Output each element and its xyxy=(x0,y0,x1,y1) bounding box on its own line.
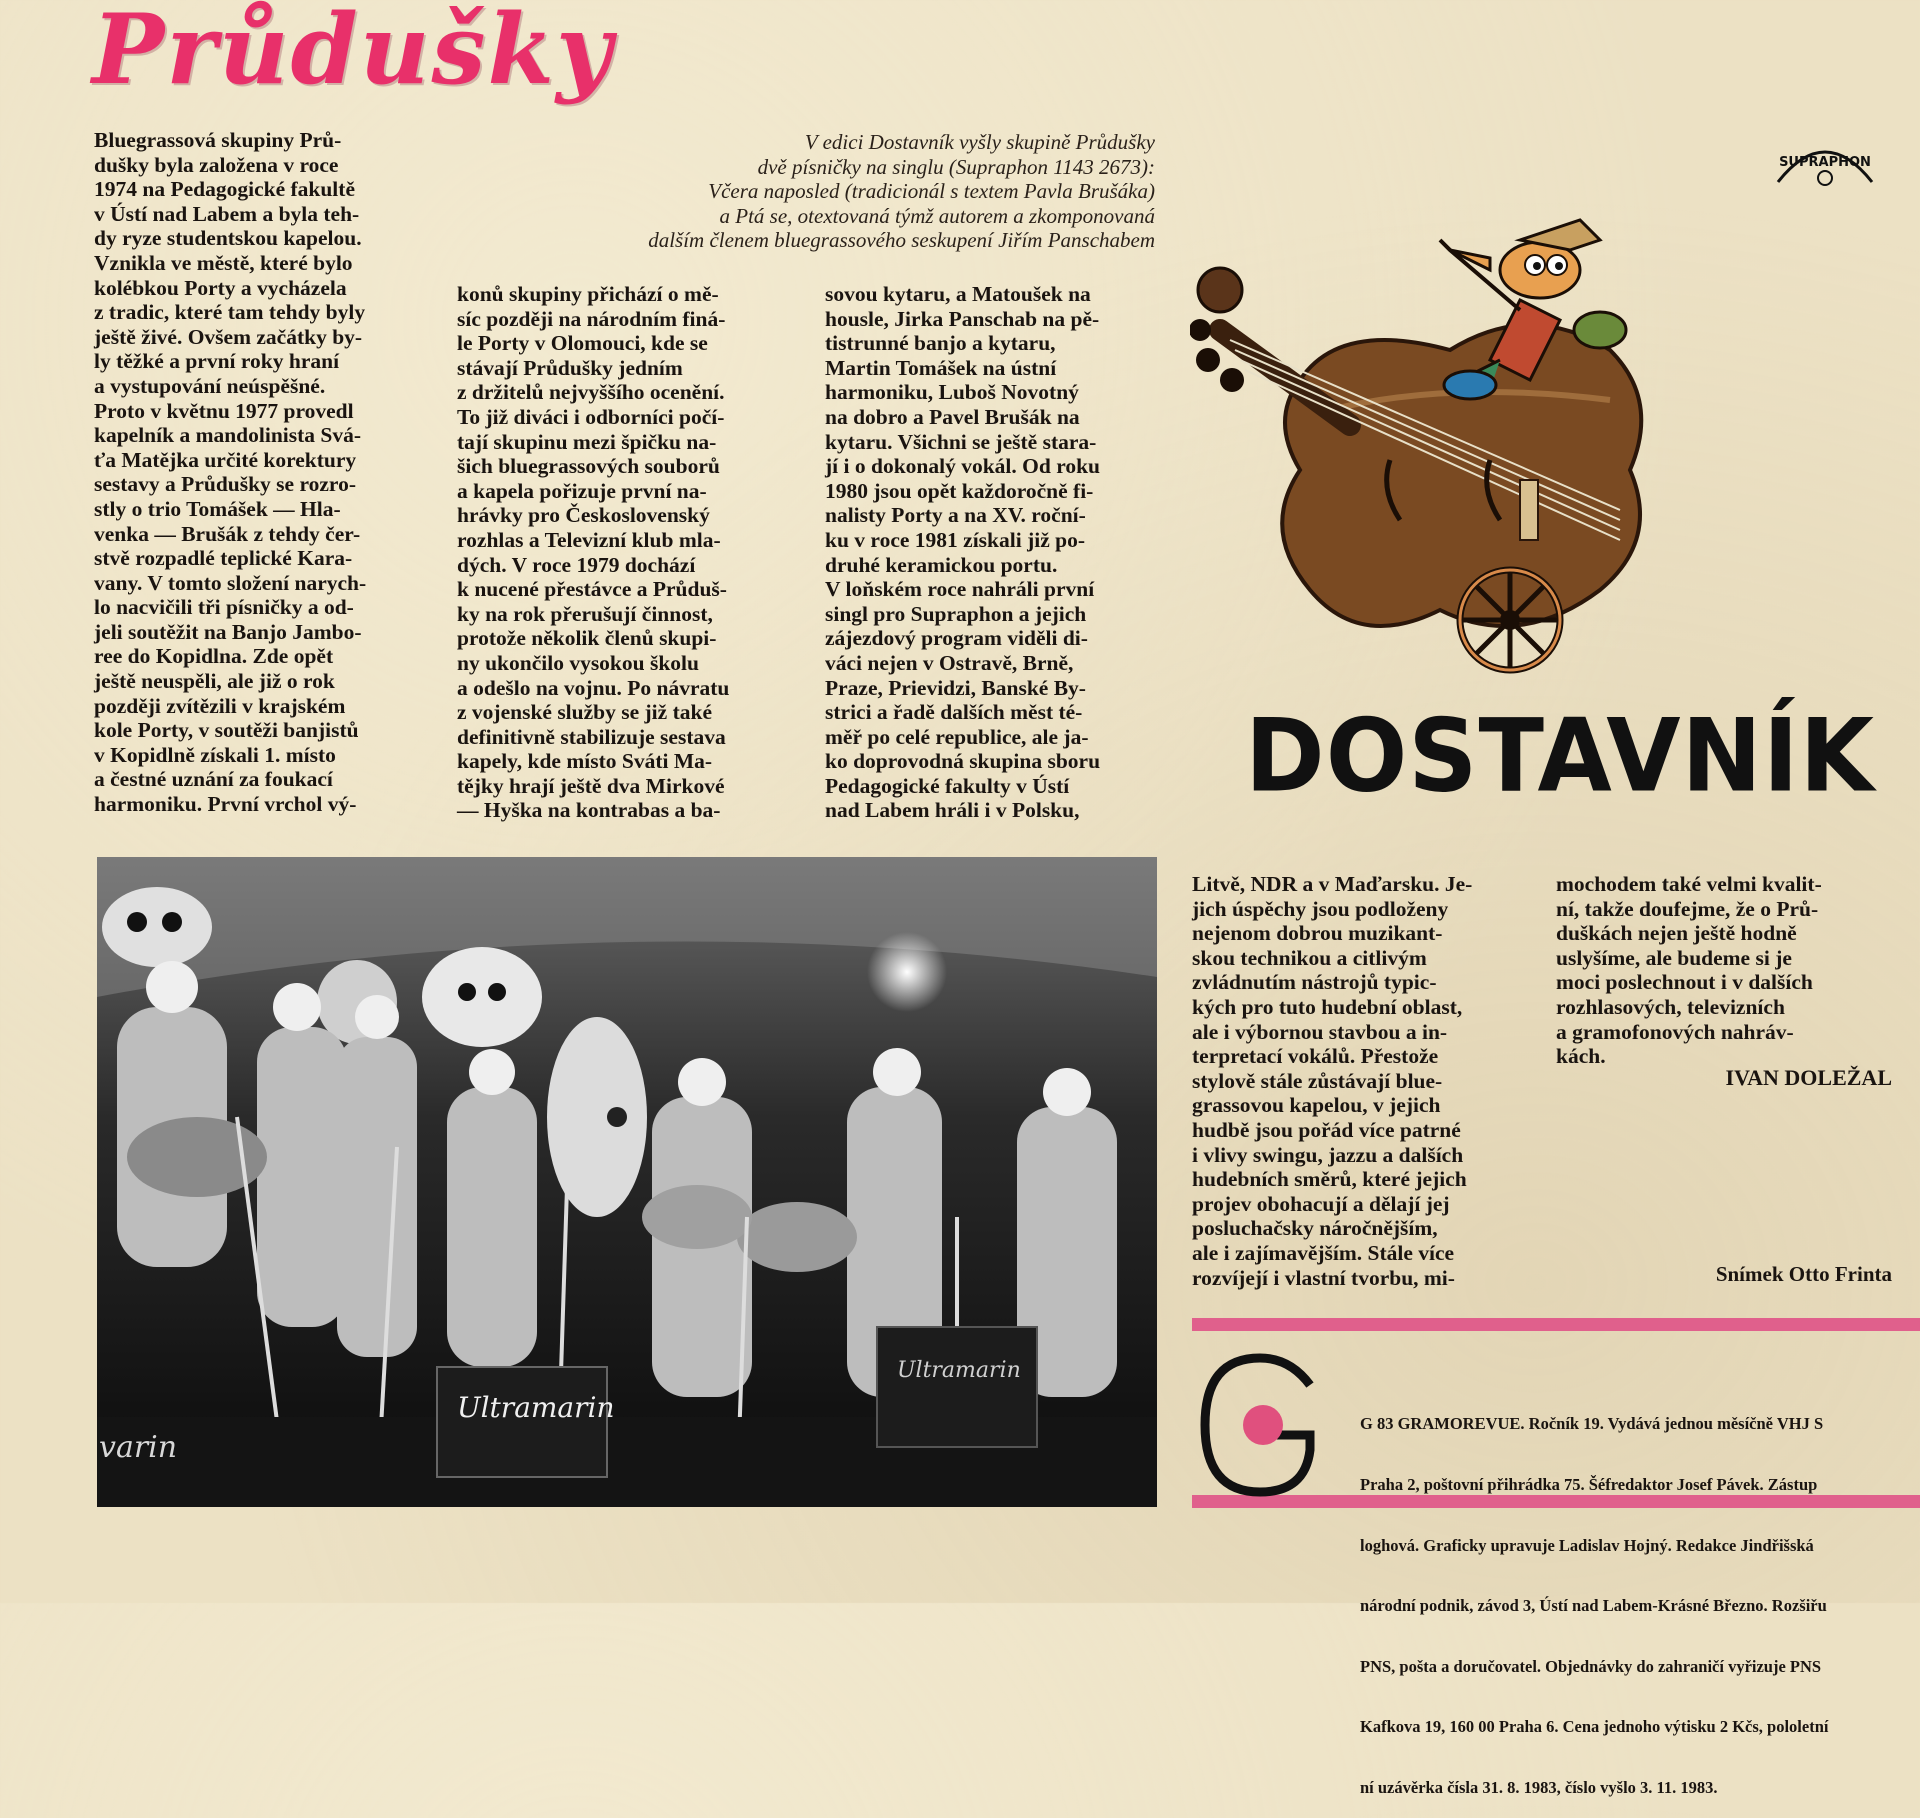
colophon-line: PNS, pošta a doručovatel. Objednávky do zahraničí vyřizuje PNS xyxy=(1360,1656,1822,1676)
photo-credit: Snímek Otto Frinta xyxy=(1715,1262,1892,1286)
body-column-4: Litvě, NDR a v Maďarsku. Je- jich úspěchy jsou podloženy nejenom dobrou muzikant- skou technikou a citlivým zvládnutím nástrojů typic- kých pro tuto hudební oblast, ale i výbornou stavbou a in- terpretací vokálů. Přestože stylově stále zůstávají blue- grassovou kapelou, v jejich hudbě jsou pořád více patrné i vlivy swingu, jazzu a dalších hudebních směrů, které jejich projev obohacují a dělají jej posluchačsky náročnějším, ale i zajímavějším. Stále více rozvíjejí i vlastní tvorbu, mi- xyxy=(1192,872,1473,1290)
body-column-1: Bluegrassová skupiny Prů- dušky byla založena v roce 1974 na Pedagogické fakultě v Ústí nad Labem a byla teh- dy ryze studentskou kapelou. Vznikla ve městě, které bylo kolébkou Porty a vycházela z tradic, které tam tehdy byly ještě živé. Ovšem začátky by- ly těžké a první roky hraní a vystupování neúspěšné. Proto v květnu 1977 provedl kapelník a mandolinista Svá- ťa Matějka určité korektury sestavy a Průdušky se rozro- stly o trio Tomášek — Hla- venka — Brušák z tehdy čer- stvě rozpadlé teplické Kara- vany. V tomto složení narych- lo nacvičili tři písničky a od- jeli soutěžit na Banjo Jambo- ree do Kopidlna. Zde opět ještě neuspěli, ale již o rok později zvítězili v krajském kole Porty, v soutěži banjistů v Kopidlně získali 1. místo a čestné uznání za foukací harmoniku. První vrchol vý- xyxy=(94,128,367,817)
intro-blurb: V edici Dostavník vyšly skupině Průdušky dvě písničky na singlu (Supraphon 1143 2673): Včera naposled (tradicionál s textem Pavla Brušáka) a Ptá se, otextovaná týmž autorem a zkomponovaná dalším členem bluegrassového seskupení Jiřím Panschabem xyxy=(648,130,1155,252)
colophon-line: ní uzávěrka čísla 31. 8. 1983, číslo vyšlo 3. 11. 1983. xyxy=(1360,1778,1718,1798)
colophon-line: Kafkova 19, 160 00 Praha 6. Cena jednoho výtisku 2 Kčs, pololetní xyxy=(1360,1717,1829,1737)
colophon-rule-top xyxy=(1192,1318,1920,1331)
concert-photo xyxy=(97,857,1157,1507)
colophon-line: loghová. Graficky upravuje Ladislav Hojný. Redakce Jindřišská xyxy=(1360,1535,1814,1555)
author-byline: IVAN DOLEŽAL xyxy=(1725,1065,1892,1090)
article-title: Průdušky xyxy=(92,0,614,106)
colophon-line: národní podnik, závod 3, Ústí nad Labem-Krásné Březno. Rozšiřu xyxy=(1360,1596,1827,1616)
colophon-imprint xyxy=(1360,1374,1920,1818)
gramorevue-g-logo xyxy=(1195,1350,1325,1500)
stage-banner-right: Ultramarin xyxy=(897,1358,1021,1383)
body-column-5: mochodem také velmi kvalit- ní, takže doufejme, že o Prů- duškách nejen ještě hodně uslyšíme, ale budeme si je moci poslechnout i v dalších rozhlasových, televizních a gramofonových nahráv- kách. xyxy=(1556,872,1822,1069)
colophon-line: G 83 GRAMOREVUE. Ročník 19. Vydává jednou měsíčně VHJ S xyxy=(1360,1414,1824,1434)
stage-banner-edge: varin xyxy=(99,1430,178,1465)
body-column-2: konů skupiny přichází o mě- síc později na národním finá- le Porty v Olomouci, kde se stávají Průdušky jedním z držitelů nejvyššího ocenění. To již diváci i odborníci počí- tají skupinu mezi špičku na- šich bluegrassových souborů a kapela pořizuje první na- hrávky pro Československý rozhlas a Televizní klub mla- dých. V roce 1979 dochází k nucené přestávce a Průduš- ky na rok přerušují činnost, protože několik členů skupi- ny ukončilo vysokou školu a odešlo na vojnu. Po návratu z vojenské služby se již také definitivně stabilizuje sestava kapely, kde místo Sváti Ma- tějky hrají ještě dva Mirkové — Hyška na kontrabas a ba- xyxy=(457,282,730,823)
stage-banner-left: Ultramarin xyxy=(457,1391,615,1424)
supraphon-logo xyxy=(1770,130,1880,190)
body-column-3: sovou kytaru, a Matoušek na housle, Jirka Panschab na pě- tistrunné banjo a kytaru, Martin Tomášek na ústní harmoniku, Luboš Novotný na dobro a Pavel Brušák na kytaru. Všichni se ještě stara- jí i o dokonalý vokál. Od roku 1980 jsou opět každoročně fi- nalisty Porty a na XV. roční- ku v roce 1981 získali již po- druhé keramickou portu. V loňském roce nahráli první singl pro Supraphon a jejich zájezdový program viděli di- váci nejen v Ostravě, Brně, Praze, Prievidzi, Banské By- strici a řadě dalších měst té- měř po celé republice, ale ja- ko doprovodná skupina sboru Pedagogické fakulty v Ústí nad Labem hráli i v Polsku, xyxy=(825,282,1101,823)
colophon-line: Praha 2, poštovní přihrádka 75. Šéfredaktor Josef Pávek. Zástup xyxy=(1360,1475,1818,1495)
dostavnik-series-title: DOSTAVNÍK xyxy=(1245,697,1875,815)
supraphon-logo-text: SUPRAPHON xyxy=(1779,155,1871,170)
cello-cowboy-illustration xyxy=(1190,210,1690,680)
